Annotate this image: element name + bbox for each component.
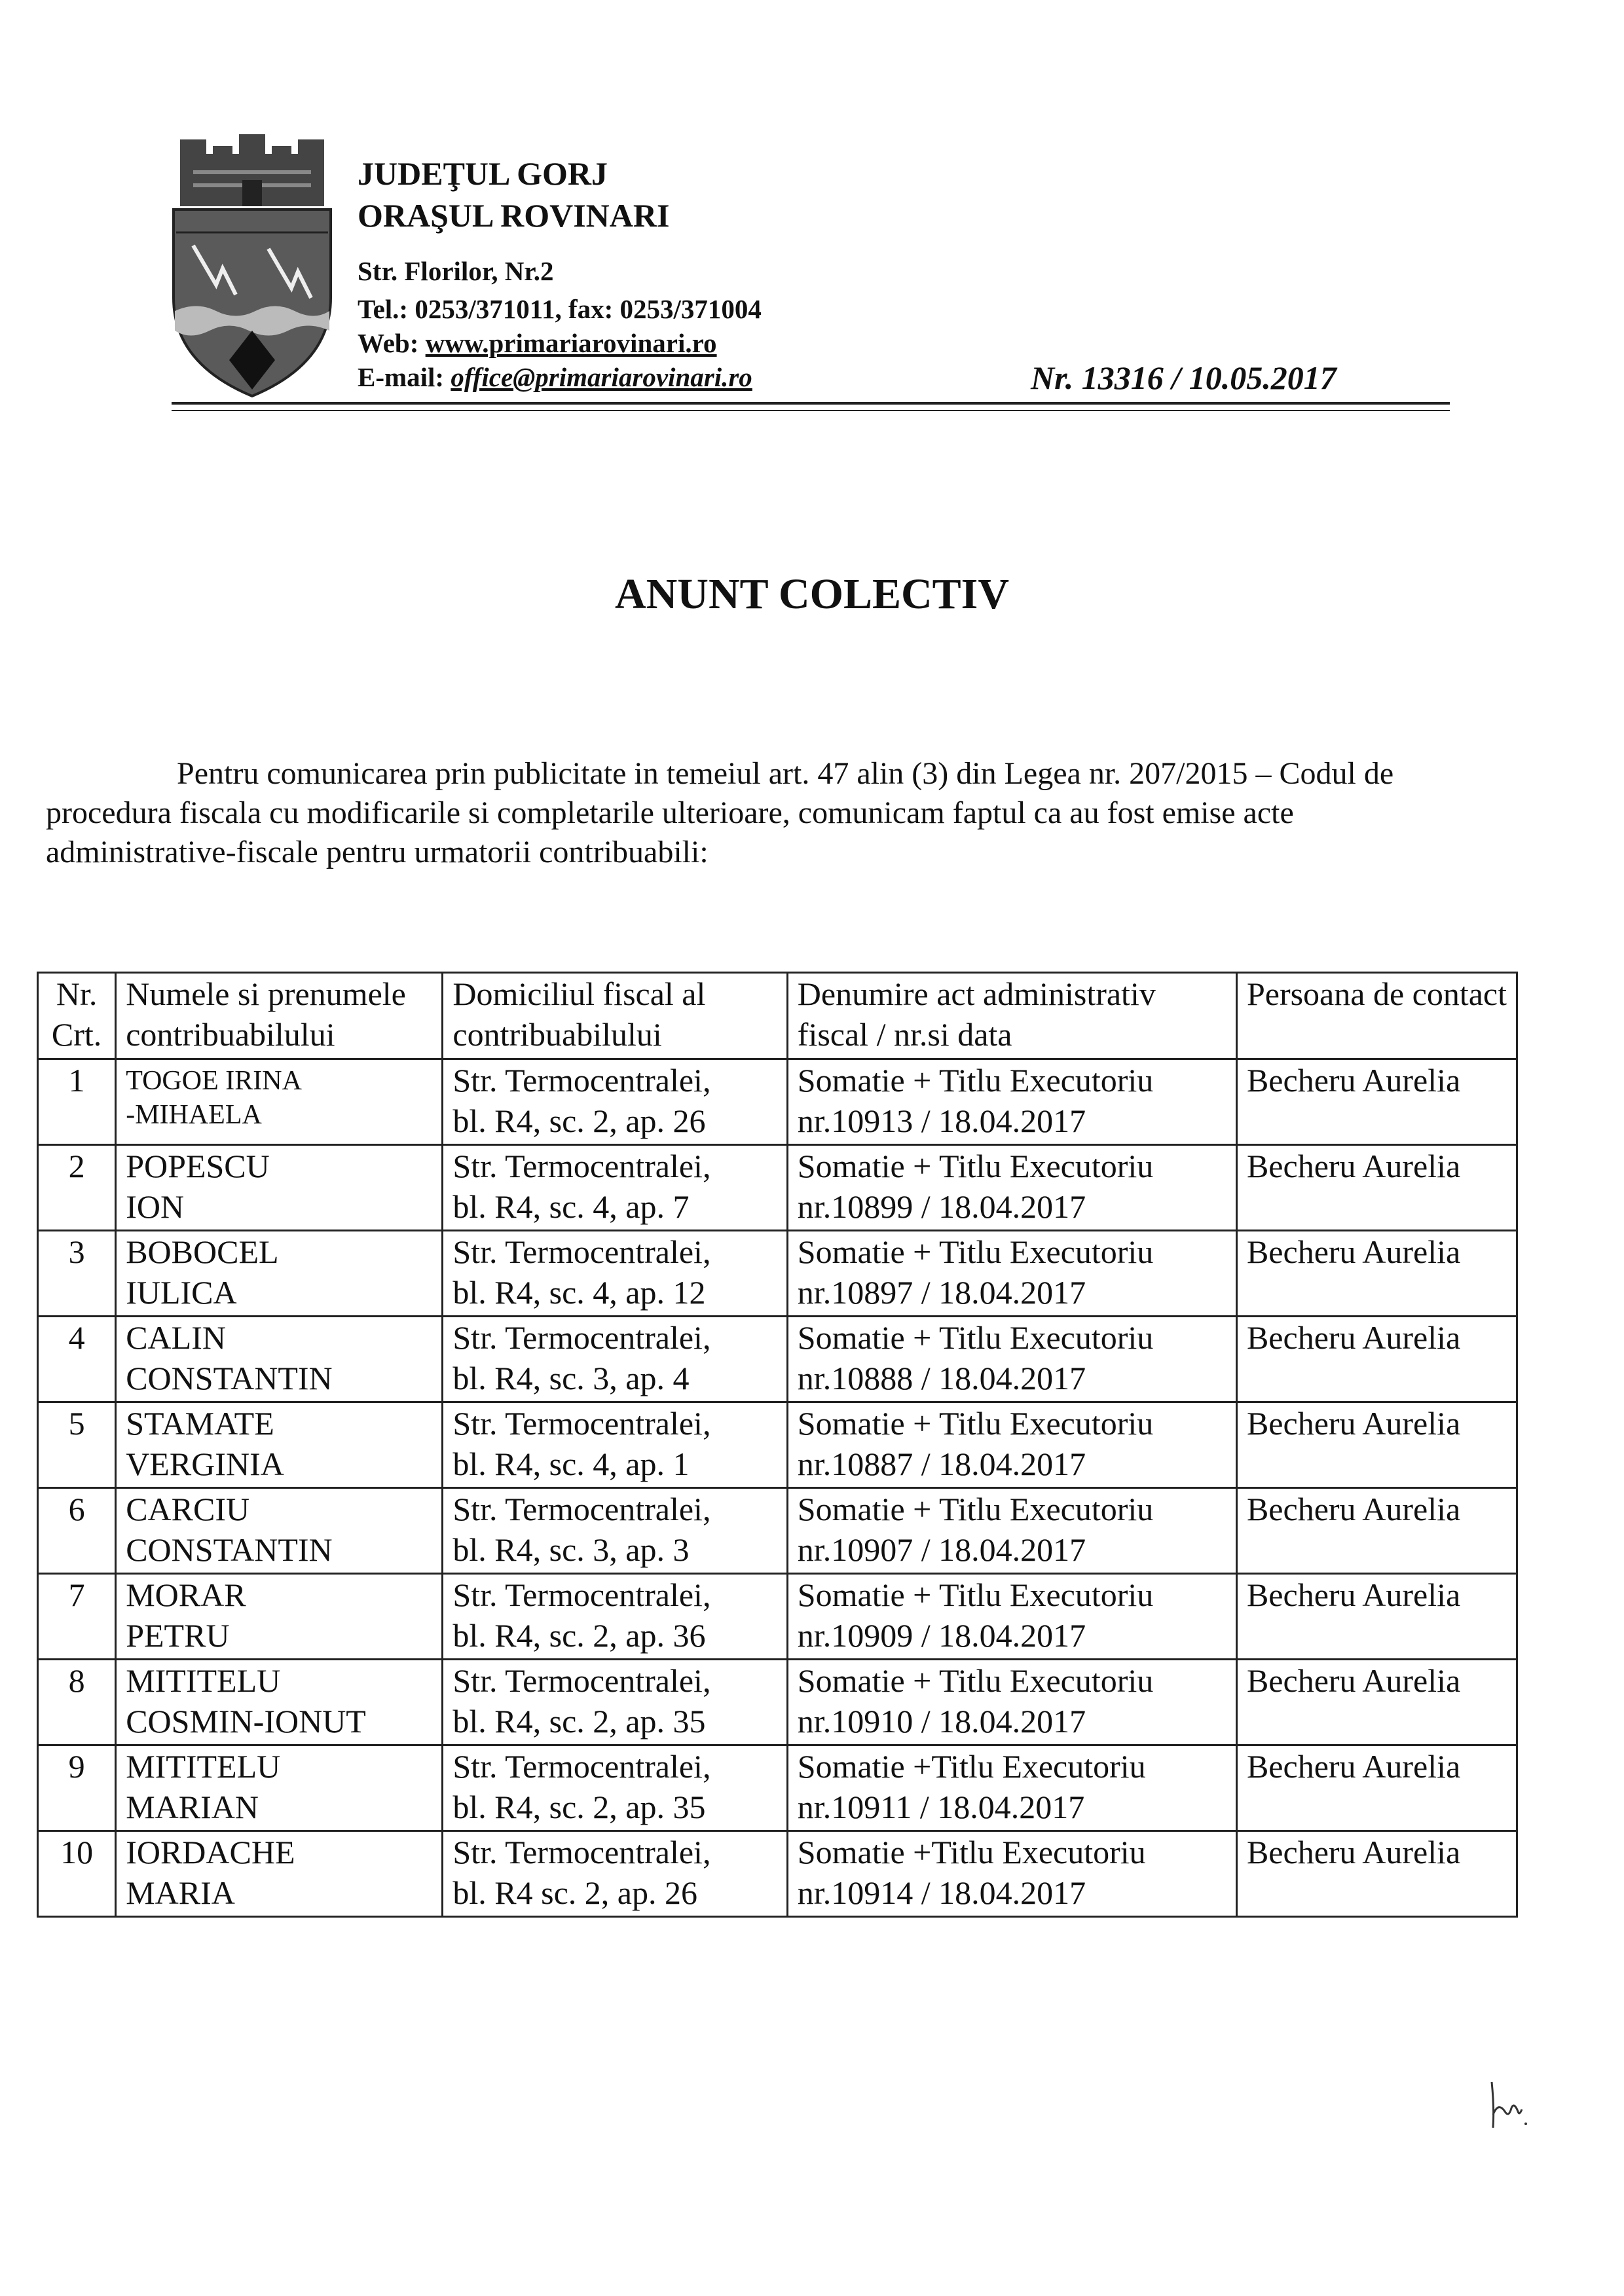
fiscal-address: Str. Termocentralei, bl. R4 sc. 2, ap. 26: [443, 1831, 787, 1917]
table-row: [38, 1488, 1517, 1574]
contact-person: Becheru Aurelia: [1236, 1831, 1517, 1917]
fiscal-act: Somatie + Titlu Executoriu nr.10907 / 18.04.2017: [787, 1488, 1236, 1574]
table-row: [38, 1660, 1517, 1745]
header-divider-thin: [172, 410, 1450, 411]
email-line: [358, 361, 752, 393]
phone-fax: Tel.: 0253/371011, fax: 0253/371004: [358, 294, 762, 324]
taxpayer-name: MITITELU COSMIN-IONUT: [116, 1660, 443, 1745]
row-number: 10: [38, 1831, 116, 1917]
taxpayer-name: MITITELU MARIAN: [116, 1745, 443, 1831]
taxpayer-name: POPESCU ION: [116, 1145, 443, 1231]
taxpayers-table: [37, 972, 1518, 1918]
fiscal-act: Somatie + Titlu Executoriu nr.10887 / 18.04.2017: [787, 1402, 1236, 1488]
table-row: [38, 1059, 1517, 1145]
row-number: 8: [38, 1660, 116, 1745]
fiscal-address: Str. Termocentralei, bl. R4, sc. 2, ap. 26: [443, 1059, 787, 1145]
fiscal-address: Str. Termocentralei, bl. R4, sc. 3, ap. 4: [443, 1317, 787, 1402]
fiscal-act: Somatie + Titlu Executoriu nr.10897 / 18.04.2017: [787, 1231, 1236, 1317]
row-number: 2: [38, 1145, 116, 1231]
taxpayer-name: CALIN CONSTANTIN: [116, 1317, 443, 1402]
intro-line-1: Pentru comunicarea prin publicitate in temeiul art. 47 alin (3) din Legea nr. 207/2015 – Codul de: [177, 756, 1394, 791]
header-act: Denumire act administrativ fiscal / nr.si data: [787, 973, 1236, 1059]
intro-line-2: procedura fiscala cu modificarile si completarile ulterioare, comunicam faptul ca au fost emise acte: [46, 795, 1294, 830]
row-number: 6: [38, 1488, 116, 1574]
table-row: [38, 1145, 1517, 1231]
row-number: 3: [38, 1231, 116, 1317]
intro-paragraph: [46, 754, 1617, 872]
fiscal-address: Str. Termocentralei, bl. R4, sc. 4, ap. 12: [443, 1231, 787, 1317]
contact-person: Becheru Aurelia: [1236, 1059, 1517, 1145]
contact-person: Becheru Aurelia: [1236, 1574, 1517, 1660]
header-address: Domiciliul fiscal al contribuabilului: [443, 973, 787, 1059]
town-coat-of-arms: [167, 134, 337, 403]
contact-person: Becheru Aurelia: [1236, 1231, 1517, 1317]
contact-person: Becheru Aurelia: [1236, 1660, 1517, 1745]
fiscal-act: Somatie + Titlu Executoriu nr.10899 / 18.04.2017: [787, 1145, 1236, 1231]
town-name: ORAŞUL ROVINARI: [358, 197, 670, 234]
table-row: [38, 1745, 1517, 1831]
fiscal-act: Somatie +Titlu Executoriu nr.10914 / 18.04.2017: [787, 1831, 1236, 1917]
taxpayer-name: IORDACHE MARIA: [116, 1831, 443, 1917]
handwritten-signature: [1485, 2075, 1544, 2134]
row-number: 4: [38, 1317, 116, 1402]
intro-line-3: administrative-fiscale pentru urmatorii contribuabili:: [46, 835, 709, 869]
row-number: 7: [38, 1574, 116, 1660]
county-name: JUDEŢUL GORJ: [358, 155, 608, 192]
fiscal-act: Somatie + Titlu Executoriu nr.10910 / 18.04.2017: [787, 1660, 1236, 1745]
fiscal-act: Somatie + Titlu Executoriu nr.10913 / 18.04.2017: [787, 1059, 1236, 1145]
document-number: Nr. 13316 / 10.05.2017: [1031, 359, 1337, 396]
email-label: E-mail:: [358, 362, 451, 392]
taxpayer-name: STAMATE VERGINIA: [116, 1402, 443, 1488]
header-name: Numele si prenumele contribuabilului: [116, 973, 443, 1059]
taxpayer-name: CARCIU CONSTANTIN: [116, 1488, 443, 1574]
web-label: Web:: [358, 328, 426, 358]
contact-person: Becheru Aurelia: [1236, 1402, 1517, 1488]
table-row: [38, 1831, 1517, 1917]
taxpayer-name: BOBOCEL IULICA: [116, 1231, 443, 1317]
table-header-row: [38, 973, 1517, 1059]
taxpayer-name: TOGOE IRINA -MIHAELA: [116, 1059, 443, 1145]
fiscal-act: Somatie + Titlu Executoriu nr.10909 / 18.04.2017: [787, 1574, 1236, 1660]
web-line: [358, 327, 717, 359]
table-row: [38, 1231, 1517, 1317]
table-row: [38, 1402, 1517, 1488]
fiscal-address: Str. Termocentralei, bl. R4, sc. 4, ap. 7: [443, 1145, 787, 1231]
taxpayer-name: MORAR PETRU: [116, 1574, 443, 1660]
street-address: Str. Florilor, Nr.2: [358, 256, 554, 286]
contact-person: Becheru Aurelia: [1236, 1745, 1517, 1831]
contact-person: Becheru Aurelia: [1236, 1317, 1517, 1402]
header-nr: Nr. Crt.: [38, 973, 116, 1059]
table-row: [38, 1574, 1517, 1660]
fiscal-act: Somatie +Titlu Executoriu nr.10911 / 18.04.2017: [787, 1745, 1236, 1831]
row-number: 5: [38, 1402, 116, 1488]
header-contact: Persoana de contact: [1236, 973, 1517, 1059]
fiscal-address: Str. Termocentralei, bl. R4, sc. 3, ap. 3: [443, 1488, 787, 1574]
row-number: 1: [38, 1059, 116, 1145]
fiscal-address: Str. Termocentralei, bl. R4, sc. 2, ap. 35: [443, 1660, 787, 1745]
header-divider: [172, 402, 1450, 405]
contact-person: Becheru Aurelia: [1236, 1145, 1517, 1231]
fiscal-address: Str. Termocentralei, bl. R4, sc. 2, ap. 35: [443, 1745, 787, 1831]
web-link[interactable]: www.primariarovinari.ro: [425, 328, 717, 358]
contact-person: Becheru Aurelia: [1236, 1488, 1517, 1574]
fiscal-address: Str. Termocentralei, bl. R4, sc. 2, ap. 36: [443, 1574, 787, 1660]
table-row: [38, 1317, 1517, 1402]
email-link[interactable]: office@primariarovinari.ro: [451, 362, 752, 392]
page-title: ANUNT COLECTIV: [614, 570, 1010, 618]
fiscal-address: Str. Termocentralei, bl. R4, sc. 4, ap. 1: [443, 1402, 787, 1488]
fiscal-act: Somatie + Titlu Executoriu nr.10888 / 18.04.2017: [787, 1317, 1236, 1402]
row-number: 9: [38, 1745, 116, 1831]
